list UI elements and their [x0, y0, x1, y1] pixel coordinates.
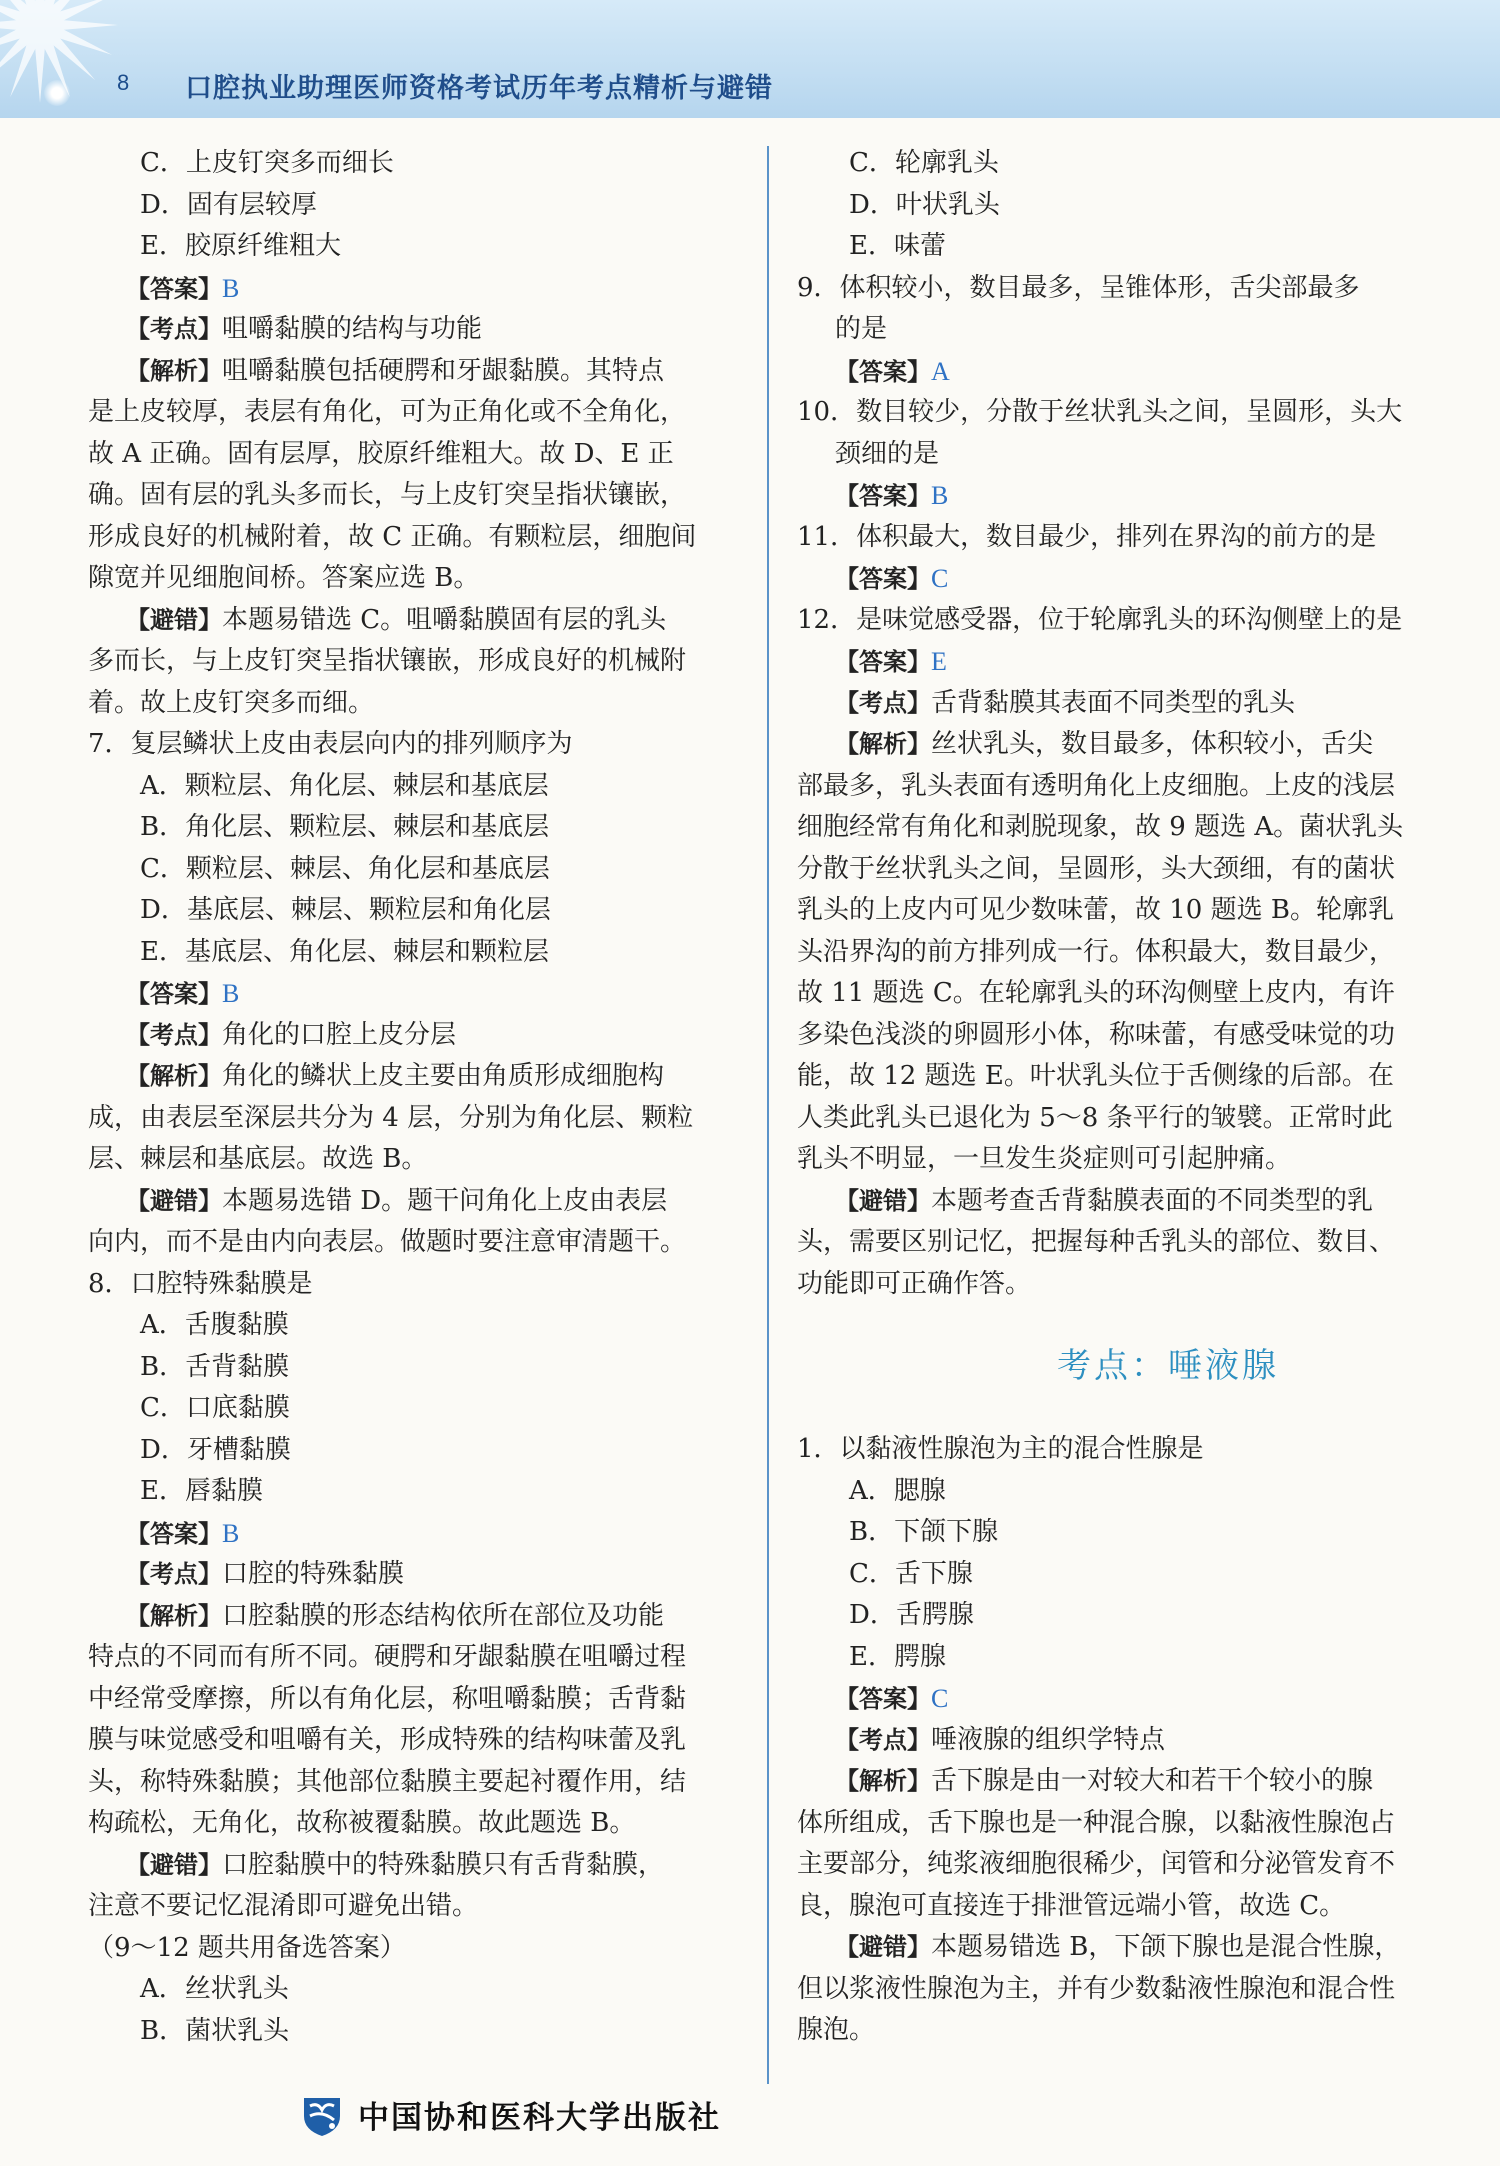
- answer-option: E．味蕾: [849, 231, 946, 261]
- tag-label: 【避错】: [126, 605, 222, 634]
- right-column: [797, 143, 1459, 2052]
- question-stem: 7．复层鳞状上皮由表层向内的排列顺序为: [88, 729, 573, 759]
- question-number: 9．: [797, 272, 840, 303]
- annotation-line: [88, 1845, 748, 1887]
- annotation-line: [88, 351, 748, 393]
- annotation-line: [88, 1181, 748, 1223]
- annotation-text: 口腔黏膜中的特殊黏膜只有舌背黏膜，: [222, 1849, 665, 1880]
- tag-label: 【答案】: [126, 274, 222, 303]
- answer-option: B．菌状乳头: [140, 2015, 290, 2046]
- annotation-line: [88, 309, 748, 351]
- annotation-text: 咀嚼黏膜的结构与功能: [222, 314, 483, 344]
- tag-label: 【考点】: [126, 315, 222, 343]
- answer-option: C．颗粒层、棘层、角化层和基底层: [140, 853, 550, 884]
- answer-option: C．舌下腺: [849, 1558, 973, 1589]
- annotation-text: 角化的口腔上皮分层: [222, 1019, 457, 1050]
- answer-option: C．口底黏膜: [140, 1393, 290, 1423]
- answer-option: A．舌腹黏膜: [140, 1310, 289, 1340]
- annotation-text: 角化的鳞状上皮主要由角质形成细胞构: [222, 1061, 665, 1091]
- tag-label: 【答案】: [835, 565, 931, 593]
- answer-line: [88, 1513, 748, 1555]
- tag-label: 【答案】: [126, 1519, 222, 1548]
- answer-line: [797, 1678, 1459, 1720]
- paragraph-line: 头，需要区别记忆，把握每种舌乳头的部位、数目、: [797, 1227, 1396, 1257]
- paragraph-line: 成，由表层至深层共分为 4 层，分别为角化层、颗粒: [88, 1102, 694, 1133]
- answer-value: C: [931, 564, 949, 593]
- answer-option: E．唇黏膜: [140, 1476, 263, 1506]
- answer-option: D．基底层、棘层、颗粒层和角化层: [140, 895, 551, 925]
- tag-label: 【考点】: [835, 688, 931, 717]
- paragraph-line: 多染色浅淡的卵圆形小体，称味蕾，有感受味觉的功: [797, 1019, 1396, 1050]
- left-column: [88, 143, 748, 2052]
- question-number: 11．: [797, 521, 857, 552]
- answer-value: B: [931, 481, 949, 510]
- paragraph-line: 层、棘层和基底层。故选 B。: [88, 1144, 428, 1174]
- answer-option: B．角化层、颗粒层、棘层和基底层: [140, 812, 550, 842]
- answer-option: E．胶原纤维粗大: [140, 231, 341, 261]
- answer-option: C．上皮钉突多而细长: [140, 148, 394, 178]
- tag-label: 【解析】: [835, 1767, 931, 1795]
- publisher-logo-icon: [298, 2090, 346, 2138]
- answer-option: A．颗粒层、角化层、棘层和基底层: [140, 770, 549, 801]
- annotation-line: [797, 1927, 1459, 1969]
- tag-label: 【避错】: [835, 1933, 931, 1961]
- annotation-text: 舌背黏膜其表面不同类型的乳头: [931, 687, 1296, 718]
- answer-option: E．腭腺: [849, 1641, 946, 1672]
- column-divider: [767, 146, 769, 2084]
- tag-label: 【解析】: [835, 730, 931, 758]
- tag-label: 【答案】: [126, 980, 222, 1008]
- tag-label: 【答案】: [835, 1685, 931, 1713]
- section-heading: 考点：唾液腺: [1057, 1346, 1279, 1387]
- paragraph-line: 腺泡。: [797, 2015, 876, 2045]
- question-stem: [797, 268, 1459, 310]
- tag-label: 【避错】: [835, 1186, 931, 1215]
- answer-option: B．下颌下腺: [849, 1517, 999, 1547]
- answer-option: C．轮廓乳头: [849, 148, 999, 178]
- answer-option: D．固有层较厚: [140, 189, 317, 220]
- question-stem: 8．口腔特殊黏膜是: [88, 1268, 313, 1299]
- answer-line: [88, 268, 748, 310]
- answer-value: E: [931, 647, 947, 676]
- question-number: 12．: [797, 604, 857, 635]
- answer-line: [797, 351, 1459, 393]
- paragraph-line: 良，腺泡可直接连于排泄管远端小管，故选 C。: [797, 1890, 1346, 1921]
- paragraph-line: 故 11 题选 C。在轮廓乳头的环沟侧壁上皮内，有许: [797, 978, 1395, 1008]
- paragraph-line: 隙宽并见细胞间桥。答案应选 B。: [88, 563, 480, 593]
- paragraph-line: 细胞经常有角化和剥脱现象，故 9 题选 A。菌状乳头: [797, 812, 1404, 842]
- question-text: 体积较小，数目最多，呈锥体形，舌尖部最多: [839, 272, 1360, 303]
- question-number: 1．: [797, 1434, 840, 1464]
- annotation-text: 口腔黏膜的形态结构依所在部位及功能: [222, 1600, 665, 1631]
- question-number: 10．: [797, 397, 857, 427]
- answer-value: B: [222, 1518, 240, 1548]
- question-stem: （9～12 题共用备选答案）: [88, 1932, 406, 1963]
- page-header: [0, 0, 1500, 118]
- paragraph-line: 部最多，乳头表面有透明角化上皮细胞。上皮的浅层: [797, 770, 1396, 801]
- paragraph-line: 功能即可正确作答。: [797, 1268, 1032, 1299]
- paragraph-line: 中经常受摩擦，所以有角化层，称咀嚼黏膜；舌背黏: [88, 1683, 687, 1714]
- tag-label: 【考点】: [835, 1725, 931, 1754]
- paragraph-line: 特点的不同而有所不同。硬腭和牙龈黏膜在咀嚼过程: [88, 1642, 687, 1672]
- paragraph-line: 着。故上皮钉突多而细。: [88, 687, 375, 718]
- publisher-name: 中国协和医科大学出版社: [358, 2099, 721, 2136]
- annotation-text: 口腔的特殊黏膜: [222, 1559, 405, 1589]
- paragraph-line: 构疏松，无角化，故称被覆黏膜。故此题选 B。: [88, 1808, 636, 1838]
- tag-label: 【解析】: [126, 356, 222, 385]
- answer-value: A: [931, 356, 950, 386]
- annotation-text: 本题考查舌背黏膜表面的不同类型的乳: [931, 1185, 1374, 1216]
- tag-label: 【避错】: [126, 1850, 222, 1879]
- paragraph-line: 分散于丝状乳头之间，呈圆形，头大颈细，有的菌状: [797, 853, 1396, 884]
- annotation-text: 本题易错选 B，下颌下腺也是混合性腺，: [931, 1932, 1401, 1962]
- tag-label: 【避错】: [126, 1186, 222, 1215]
- tag-label: 【解析】: [126, 1062, 222, 1090]
- tag-label: 【考点】: [126, 1020, 222, 1049]
- answer-value: C: [931, 1684, 949, 1713]
- question-stem: [797, 600, 1459, 642]
- question-stem: [797, 1429, 1459, 1471]
- annotation-text: 本题易选错 D。题干问角化上皮由表层: [222, 1185, 668, 1216]
- paragraph-line: 向内，而不是由内向表层。做题时要注意审清题干。: [88, 1227, 687, 1257]
- answer-line: [797, 475, 1459, 517]
- annotation-line: [88, 1596, 748, 1638]
- paragraph-line: 乳头不明显，一旦发生炎症则可引起肿痛。: [797, 1144, 1292, 1174]
- question-continuation: 的是: [835, 314, 888, 344]
- answer-line: [88, 973, 748, 1015]
- paragraph-line: 人类此乳头已退化为 5～8 条平行的皱襞。正常时此: [797, 1102, 1393, 1133]
- question-stem: [797, 517, 1459, 559]
- answer-option: A．腮腺: [849, 1475, 946, 1506]
- answer-value: B: [222, 273, 240, 303]
- paragraph-line: 乳头的上皮内可见少数味蕾，故 10 题选 B。轮廓乳: [797, 895, 1394, 925]
- question-continuation: 颈细的是: [835, 438, 940, 469]
- page-footer: [298, 2090, 721, 2138]
- paragraph-line: 多而长，与上皮钉突呈指状镶嵌，形成良好的机械附: [88, 646, 687, 676]
- annotation-line: [88, 1554, 748, 1596]
- answer-option: D．牙槽黏膜: [140, 1434, 291, 1465]
- book-title: 口腔执业助理医师资格考试历年考点精析与避错: [185, 73, 773, 104]
- annotation-line: [88, 1056, 748, 1098]
- question-stem: [797, 392, 1459, 434]
- paragraph-line: 形成良好的机械附着，故 C 正确。有颗粒层，细胞间: [88, 521, 697, 552]
- paragraph-line: 故 A 正确。固有层厚，胶原纤维粗大。故 D、E 正: [88, 438, 674, 469]
- annotation-line: [797, 683, 1459, 725]
- annotation-text: 咀嚼黏膜包括硬腭和牙龈黏膜。其特点: [222, 355, 665, 386]
- annotation-line: [797, 1761, 1459, 1803]
- question-text: 数目较少，分散于丝状乳头之间，呈圆形，头大: [856, 397, 1403, 427]
- paragraph-line: 能，故 12 题选 E。叶状乳头位于舌侧缘的后部。在: [797, 1061, 1394, 1091]
- question-text: 是味觉感受器，位于轮廓乳头的环沟侧壁上的是: [856, 604, 1403, 635]
- paragraph-line: 确。固有层的乳头多而长，与上皮钉突呈指状镶嵌，: [88, 480, 687, 510]
- answer-line: [797, 641, 1459, 683]
- tag-label: 【考点】: [126, 1560, 222, 1588]
- answer-option: D．舌腭腺: [849, 1600, 974, 1630]
- paragraph-line: 体所组成，舌下腺也是一种混合腺，以黏液性腺泡占: [797, 1807, 1396, 1838]
- question-text: 体积最大，数目最少，排列在界沟的前方的是: [856, 521, 1377, 552]
- paragraph-line: 主要部分，纯浆液细胞很稀少，闰管和分泌管发育不: [797, 1849, 1396, 1879]
- header-dot-ornament: [44, 80, 70, 106]
- answer-option: D．叶状乳头: [849, 189, 1000, 220]
- answer-option: E．基底层、角化层、棘层和颗粒层: [140, 936, 549, 967]
- question-text: 以黏液性腺泡为主的混合性腺是: [839, 1434, 1204, 1464]
- paragraph-line: 但以浆液性腺泡为主，并有少数黏液性腺泡和混合性: [797, 1973, 1396, 2004]
- annotation-text: 本题易错选 C。咀嚼黏膜固有层的乳头: [222, 604, 667, 635]
- annotation-text: 丝状乳头，数目最多，体积较小，舌尖: [931, 729, 1374, 759]
- paragraph-line: 注意不要记忆混淆即可避免出错。: [88, 1891, 479, 1921]
- answer-option: A．丝状乳头: [140, 1974, 289, 2004]
- tag-label: 【答案】: [835, 482, 931, 510]
- answer-line: [797, 558, 1459, 600]
- annotation-line: [88, 600, 748, 642]
- paragraph-line: 头，称特殊黏膜；其他部位黏膜主要起衬覆作用，结: [88, 1766, 687, 1797]
- paragraph-line: 头沿界沟的前方排列成一行。体积最大，数目最少，: [797, 936, 1396, 967]
- answer-value: B: [222, 979, 240, 1008]
- annotation-line: [797, 1181, 1459, 1223]
- tag-label: 【解析】: [126, 1601, 222, 1630]
- page-number: 8: [117, 70, 130, 95]
- annotation-text: 唾液腺的组织学特点: [931, 1724, 1166, 1755]
- answer-option: B．舌背黏膜: [140, 1351, 290, 1382]
- annotation-line: [797, 1720, 1459, 1762]
- annotation-text: 舌下腺是由一对较大和若干个较小的腺: [931, 1766, 1374, 1796]
- tag-label: 【答案】: [835, 648, 931, 676]
- paragraph-line: 是上皮较厚，表层有角化，可为正角化或不全角化，: [88, 397, 687, 427]
- annotation-line: [797, 724, 1459, 766]
- paragraph-line: 膜与味觉感受和咀嚼有关，形成特殊的结构味蕾及乳: [88, 1725, 687, 1755]
- annotation-line: [88, 1015, 748, 1057]
- tag-label: 【答案】: [835, 357, 931, 386]
